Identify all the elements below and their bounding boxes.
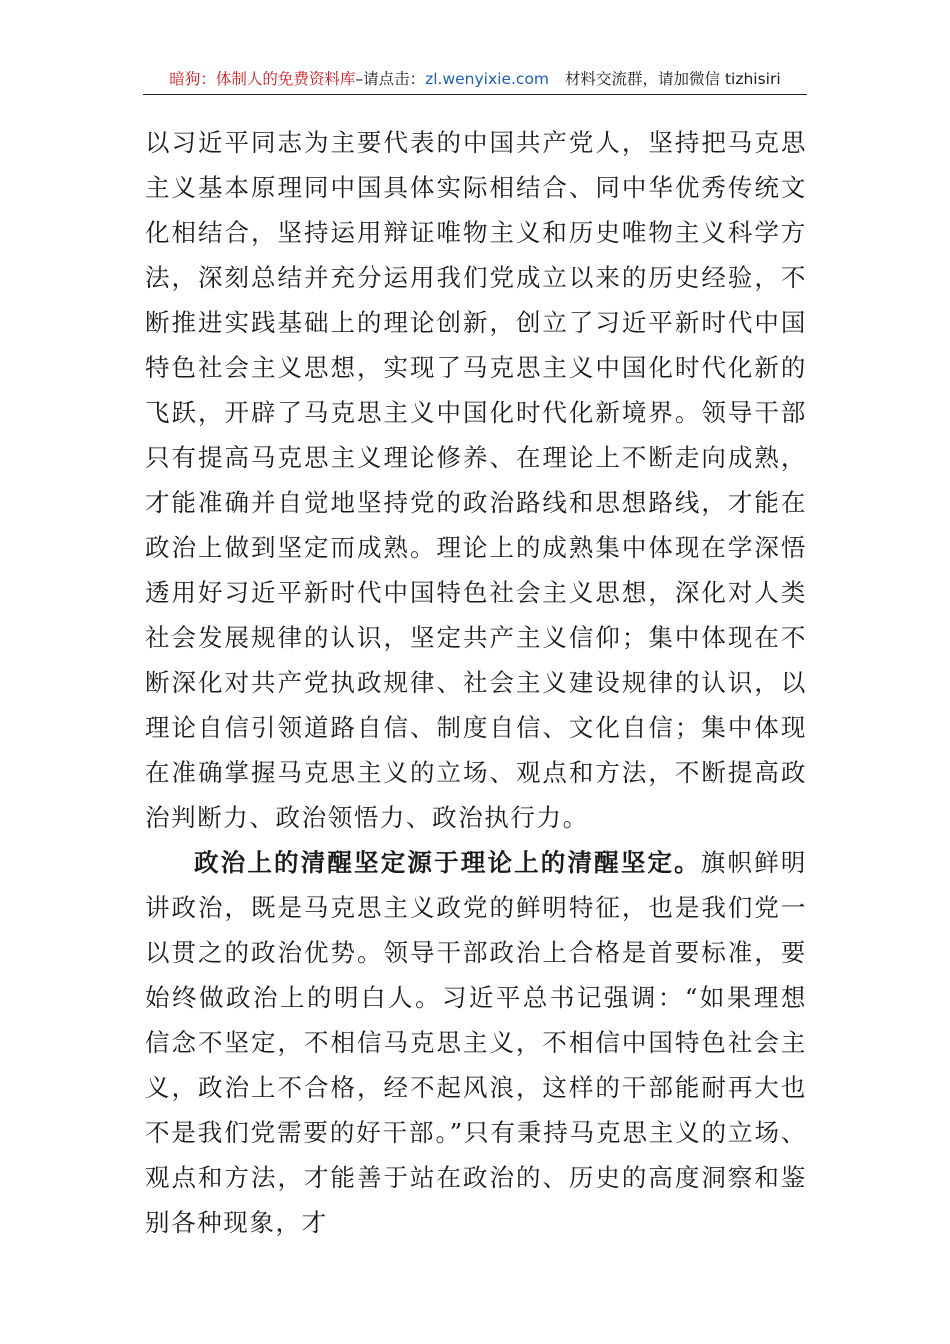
header-wechat-note: 材料交流群，请加微信 tizhisiri <box>565 70 781 88</box>
page-header <box>143 68 807 95</box>
paragraph-2-lead: 政治上的清醒坚定源于理论上的清醒坚定。 <box>194 848 701 877</box>
paragraph-2 <box>145 840 807 1245</box>
header-click-prefix: –请点击： <box>355 70 426 88</box>
paragraph-1: 以习近平同志为主要代表的中国共产党人，坚持把马克思主义基本原理同中国具体实际相结合、同中华优秀传统文化相结合，坚持运用辩证唯物主义和历史唯物主义科学方法，深刻总结并充分运用我们党成立以来的历史经验，不断推进实践基础上的理论创新，创立了习近平新时代中国特色社会主义思想，实现了马克思主义中国化时代化新的飞跃，开辟了马克思主义中国化时代化新境界。领导干部只有提高马克思主义理论修养、在理论上不断走向成熟，才能准确并自觉地坚持党的政治路线和思想路线，才能在政治上做到坚定而成熟。理论上的成熟集中体现在学深悟透用好习近平新时代中国特色社会主义思想，深化对人类社会发展规律的认识，坚定共产主义信仰；集中体现在不断深化对共产党执政规律、社会主义建设规律的认识，以理论自信引领道路自信、制度自信、文化自信；集中体现在准确掌握马克思主义的立场、观点和方法，不断提高政治判断力、政治领悟力、政治执行力。 <box>145 128 807 832</box>
header-brand: 暗狗：体制人的免费资料库 <box>169 70 356 88</box>
header-url-link[interactable]: zl.wenyixie.com <box>425 70 550 88</box>
document-body <box>145 120 807 1245</box>
paragraph-2-text: 旗帜鲜明讲政治，既是马克思主义政党的鲜明特征，也是我们党一以贯之的政治优势。领导干部政治上合格是首要标准，要始终做政治上的明白人。习近平总书记强调：“如果理想信念不坚定，不相信马克思主义，不相信中国特色社会主义，政治上不合格，经不起风浪，这样的干部能耐再大也不是我们党需要的好干部。”只有秉持马克思主义的立场、观点和方法，才能善于站在政治的、历史的高度洞察和鉴别各种现象，才 <box>145 848 807 1237</box>
